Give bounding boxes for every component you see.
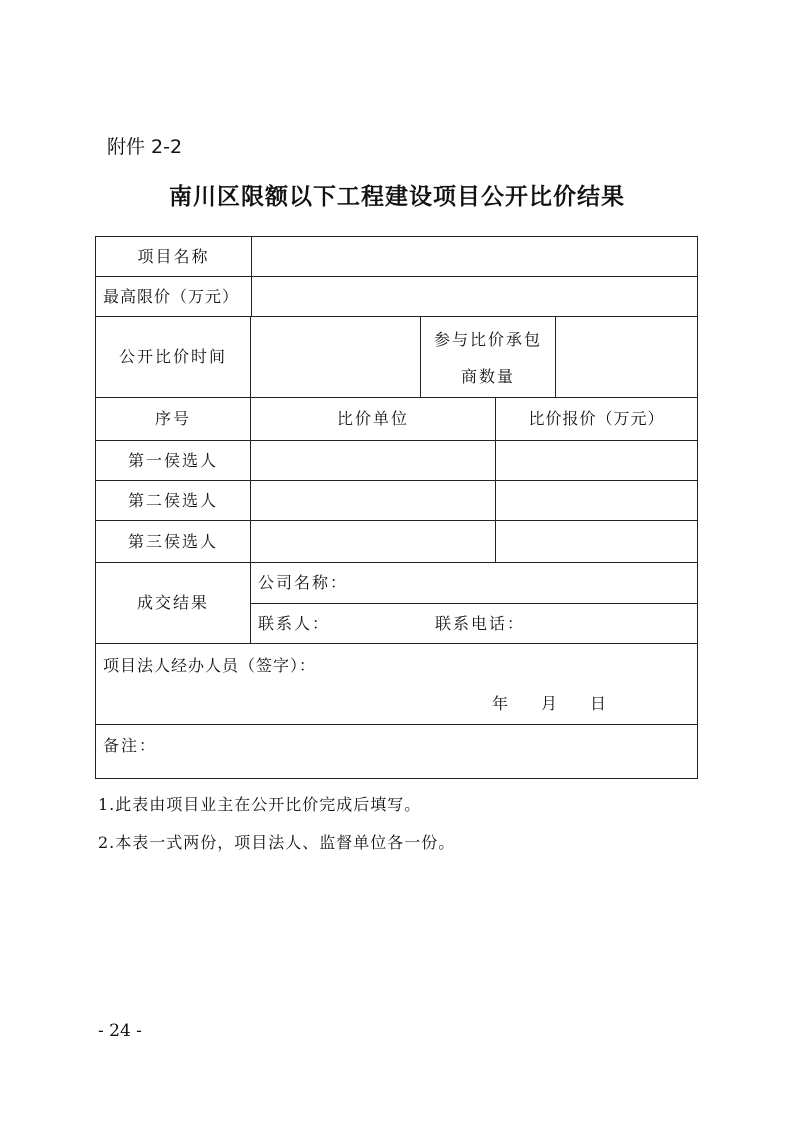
candidate-2-label: 第二侯选人	[127, 491, 218, 510]
date-year-label: 年	[492, 694, 511, 713]
candidate-1-label: 第一侯选人	[127, 451, 218, 470]
row-divider	[95, 440, 698, 441]
attachment-label: 附件 2-2	[107, 136, 183, 158]
bidder-count-label-line2: 商数量	[460, 367, 515, 386]
handler-signature-label: 项目法人经办人员（签字）：	[103, 656, 317, 675]
bidder-count-label-line1: 参与比价承包	[433, 330, 542, 349]
remarks-label: 备注：	[103, 736, 158, 755]
col-divider	[250, 316, 251, 643]
column-header-quote: 比价报价（万元）	[528, 409, 665, 428]
company-name-label: 公司名称：	[258, 573, 349, 592]
date-day-label: 日	[590, 694, 609, 713]
row-divider	[95, 316, 698, 317]
table-border-right	[697, 236, 698, 779]
candidate-3-label: 第三侯选人	[127, 532, 218, 551]
note-1: 1.此表由项目业主在公开比价完成后填写。	[98, 795, 422, 814]
page-title: 南川区限额以下工程建设项目公开比价结果	[169, 184, 625, 210]
row-divider	[95, 397, 698, 398]
row-divider	[95, 562, 698, 563]
row-divider	[95, 643, 698, 644]
bid-time-label: 公开比价时间	[118, 347, 227, 366]
col-divider	[555, 316, 556, 397]
max-price-label: 最高限价（万元）	[103, 287, 240, 306]
contact-label: 联系人：	[258, 614, 331, 633]
phone-label: 联系电话：	[435, 614, 526, 633]
page-number: - 24 -	[98, 1021, 142, 1041]
column-header-seq: 序号	[154, 409, 191, 428]
row-divider	[95, 724, 698, 725]
project-name-label: 项目名称	[137, 247, 210, 266]
note-2: 2.本表一式两份，项目法人、监督单位各一份。	[98, 833, 456, 852]
row-divider	[95, 480, 698, 481]
table-border-top	[95, 236, 698, 237]
row-divider	[95, 520, 698, 521]
col-divider	[251, 236, 252, 317]
date-month-label: 月	[541, 694, 560, 713]
result-label: 成交结果	[136, 593, 209, 612]
row-divider	[250, 603, 698, 604]
row-divider	[95, 276, 698, 277]
column-header-unit: 比价单位	[336, 409, 409, 428]
table-border-bottom	[95, 778, 698, 779]
